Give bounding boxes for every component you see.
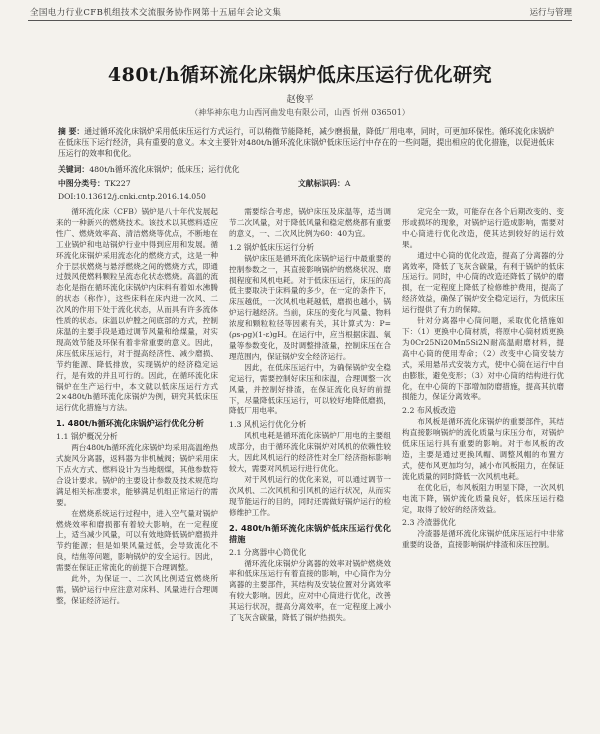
running-header-right: 运行与管理 <box>529 8 572 18</box>
paper-author: 赵俊平 <box>286 95 314 105</box>
paragraph: 锅炉床压是循环流化床锅炉运行中最重要的控制参数之一，其直接影响锅炉的燃烧状况、磨损程度和风机电耗。对于低床压运行，床压的高低主要取决于床料量的多少，在一定的条件下，床压越低，一次风机电耗越低，磨损也越小，锅炉运行越经济。当前，床压的变化与风量、物料浓度和颗粒粒径等因素有关，其计算式为：P=(ρs-ρg)(1-ε)gH。在运行中，应当根据床温、氧量等参数变化，及时调整排渣量，控制床压在合理范围内，保证锅炉安全经济运行。 <box>229 253 391 361</box>
subsection-heading-2-2: 2.2 布风板改造 <box>402 406 456 416</box>
dc-label: 文献标识码： <box>298 179 345 188</box>
subsection-heading-1-1: 1.1 锅炉概况分析 <box>56 432 118 442</box>
abstract <box>58 127 554 159</box>
intro-paragraph: 循环流化床（CFB）锅炉是八十年代发展起来的一种新兴的燃烧技术。该技术以其燃料适应性广、燃烧效率高、清洁燃烧等优点，不断地在工业锅炉和电站锅炉行业中得到应用和发展。循环流化床锅炉采用流态化的燃烧方式，这是一种介于层状燃烧与悬浮燃烧之间的燃烧方式，即通过鼓风使燃料颗粒呈流态化状态燃烧。高温的流态化是指在循环流化床锅炉内床料有着如水沸腾的状态（称作），这些床料在床内进一次风、二次风的作用下处于流化状态，从而具有许多流体性质的状态。床温以炉膛之间底部的方式，控制床温的主要手段是通过调节风量和给煤量，对实现高效节能及环保有着非常重要的意义。因此，床压低床压运行，对于提高经济性、减少磨损、节约能源、降低排放，实现锅炉的经济稳定运行，是有效的并且可行的。因此，在循环流化床锅炉在生产运行中，本文就以低床压运行方式2×480t/h循环流化床锅炉为例，研究其低床压运行优化措施与方法。 <box>56 207 218 413</box>
abstract-label: 摘 要： <box>58 127 85 136</box>
paragraph: 此外，为保证一、二次风比例适宜燃烧所需，锅炉运行中应注意对床料、风量进行合理调整，保证经济运行。 <box>56 574 218 605</box>
paragraph: 在优化后，布风板阻力明显下降，一次风机电流下降，锅炉流化质量良好，低床压运行稳定，取得了较好的经济效益。 <box>402 482 564 514</box>
subsection-heading-2-1: 2.1 分离器中心筒优化 <box>229 547 307 557</box>
subsection-heading-2-3: 2.3 冷渣器优化 <box>402 518 456 528</box>
running-header-left: 全国电力行业CFB机组技术交流服务协作网第十五届年会论文集 <box>30 8 282 18</box>
paragraph: 布风板是循环流化床锅炉的重要部件，其结构直接影响锅炉的流化质量与床压分布，对锅炉低床压运行具有重要的影响。对于布风板的改造，主要是通过更换风帽、调整风帽的布置方式，使布风更加均匀，减小布风板阻力，在保证流化质量的同时降低一次风机电耗。 <box>402 417 564 481</box>
body-column-2 <box>229 207 391 624</box>
keywords-label: 关键词： <box>58 165 90 174</box>
paragraph: 因此，在低床压运行中，为确保锅炉安全稳定运行，需要控制好床压和床温，合理调整一次风量，并控制好排渣，在保证流化良好的前提下，尽量降低床压运行，可以较好地降低磨损，降低厂用电率。 <box>229 362 391 416</box>
classification <box>58 178 554 189</box>
paper-affiliation: （神华神东电力山西河曲发电有限公司，山西 忻州 036501） <box>190 108 410 117</box>
header-rule <box>28 20 572 21</box>
subsection-heading-1-2: 1.2 锅炉低床压运行分析 <box>229 242 315 252</box>
paragraph: 对于风机运行的优化来说，可以通过调节一次风机、二次风机和引风机的运行状况，从而实现节能运行的目的，同时还需做好锅炉运行的检修维护工作。 <box>229 474 391 517</box>
paragraph: 在燃烧系统运行过程中，进入空气量对锅炉燃烧效率和磨损都有着较大影响，在一定程度上，适当减少风量，可以有效地降低锅炉磨损并节约能源；但是如果风量过低，会导致流化不良，结焦等问题，影响锅炉的安全运行。因此，需要在保证正常流化的前提下合理调整。 <box>56 508 218 573</box>
subsection-heading-1-3: 1.3 风机运行优化分析 <box>229 420 307 430</box>
doi: DOI:10.13612/j.cnki.cntp.2016.14.050 <box>58 192 206 201</box>
abstract-text: 通过循环流化床锅炉采用低床压运行方式运行，可以稍微节能降耗，减少磨损量，降低厂用电率，同时，可更加环保性。循环流化床锅炉在低床压下运行经济，具有重要的意义。本文主要针对480t/h循环流化床锅炉低床压运行中存在的一些问题，提出相应的优化措施，以促进低床压运行的效率和优化。 <box>58 127 555 158</box>
section-heading-2: 2. 480t/h循环流化床锅炉低床压运行优化措施 <box>229 522 391 544</box>
paragraph: 定完全一致，可能存在各个后期改变的、变形或损坏的现象，对锅炉运行造成影响，需要对中心筒进行优化改造，使其达到较好的运行效果。 <box>402 207 564 249</box>
paper-title: 480t/h循环流化床锅炉低床压运行优化研究 <box>107 64 493 86</box>
body-column-3 <box>402 207 564 551</box>
clc-label: 中图分类号： <box>58 179 105 188</box>
clc-value: TK227 <box>104 179 131 188</box>
document-code <box>298 178 350 189</box>
paragraph: 风机电耗是循环流化床锅炉厂用电的主要组成部分，由于循环流化床锅炉对风机的依赖性较大，因此风机运行的经济性对全厂经济指标影响较大，需要对风机运行进行优化。 <box>229 431 391 474</box>
keywords <box>58 165 554 176</box>
section-heading-1: 1. 480t/h循环流化床锅炉运行优化分析 <box>56 418 204 429</box>
dc-value: A <box>344 179 351 188</box>
paragraph: 循环流化床锅炉分离器的效率对锅炉燃烧效率和低床压运行有着直接的影响，中心筒作为分离器的主要部件，其结构及安装位置对分离效率有较大影响。因此，应对中心筒进行优化，改善其运行状况，提高分离效率，在一定程度上减小了飞灰含碳量，降低了锅炉热损失。 <box>229 558 391 623</box>
keywords-text: 480t/h循环流化床锅炉；低床压；运行优化 <box>89 165 240 174</box>
paragraph: 需要综合考虑，锅炉床压及床温等，适当调节二次风量，对于降低风量和稳定燃烧都有重要的意义，一、二次风比例为60：40为宜。 <box>229 207 391 238</box>
paragraph: 两台480t/h循环流化床锅炉均采用高温绝热式旋风分离器，返料器为非机械阀；锅炉采用床下点火方式、燃料设计为当地烟煤，其他参数符合设计要求。锅炉的主要设计参数及技术规范均满足相关标准要求，能够满足机组正常运行的需要。 <box>56 443 218 507</box>
body-column-1 <box>56 207 218 607</box>
paragraph: 冷渣器是循环流化床锅炉低床压运行中非常重要的设备，直接影响锅炉排渣和床压控制。 <box>402 529 564 550</box>
paragraph: 通过中心筒的优化改造，提高了分离器的分离效率，降低了飞灰含碳量，有利于锅炉的低床压运行。同时，中心筒的改造还降低了锅炉的磨损，在一定程度上降低了检修维护费用，提高了经济效益，确保了锅炉安全稳定运行，为低床压运行提供了有力的保障。 <box>402 250 564 315</box>
paragraph: 针对分离器中心筒问题，采取优化措施如下：（1）更换中心筒材质，将原中心筒材质更换为0Cr25Ni20Mn5Si2N耐高温耐磨材料，提高中心筒的使用寿命；（2）改变中心筒安装方式，采用悬吊式安装方式，使中心筒在运行中自由膨胀，避免变形；（3）对中心筒的结构进行优化，在中心筒的下部增加防磨措施，提高其抗磨损能力，保证分离效率。 <box>402 316 564 402</box>
